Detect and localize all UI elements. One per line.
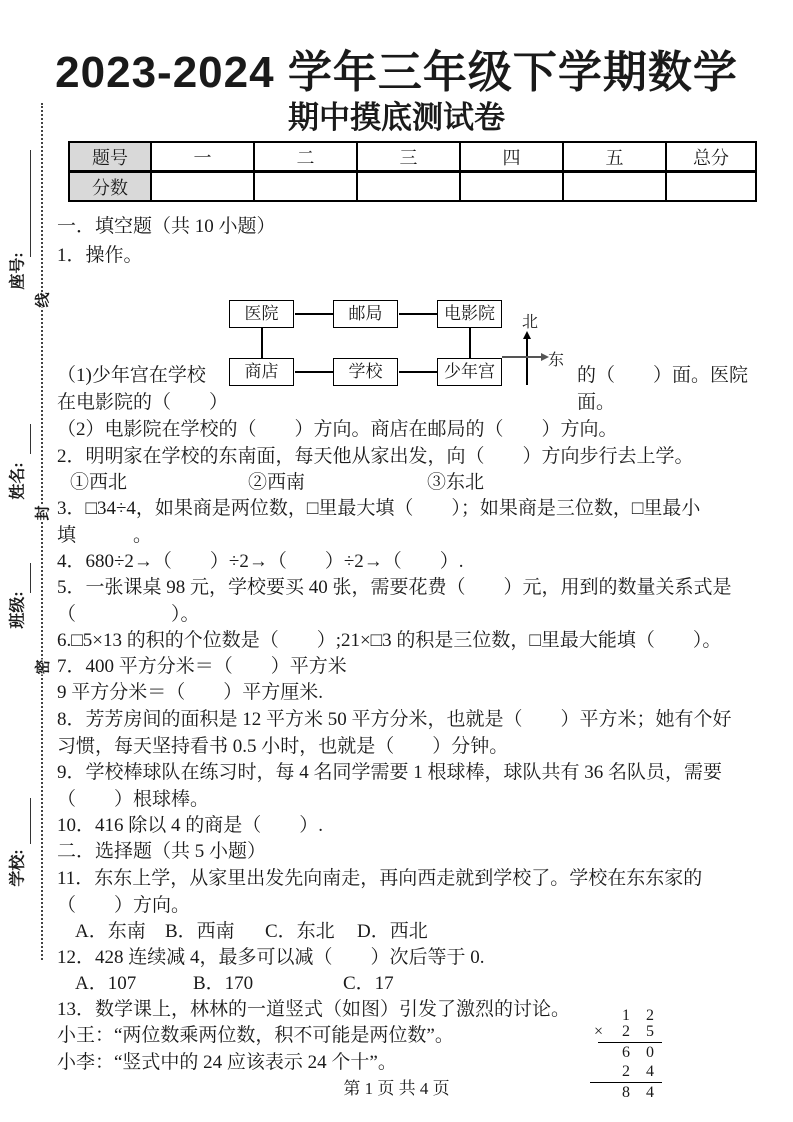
diagram-connector: [261, 328, 263, 358]
score-table-col-2: 二: [254, 142, 357, 172]
score-table-header-row: [69, 142, 756, 172]
score-table-col-4: 四: [460, 142, 563, 172]
mul-partial1: 6 0: [622, 1044, 660, 1061]
q1-sub1-right: 的（ ）面。医院: [577, 365, 749, 386]
diagram-connector: [295, 371, 333, 373]
question-11-line2: （ ）方向。: [57, 895, 191, 916]
q12-option-a: A．107: [75, 973, 137, 994]
diagram-box-shop: 商店: [229, 358, 294, 386]
q11-option-a: A．东南: [75, 921, 146, 942]
q12-option-b: B．170: [193, 973, 254, 994]
school-fill-line: [30, 798, 31, 844]
question-8-line2: 习惯，每天坚持看书 0.5 小时，也就是（ ）分钟。: [57, 736, 509, 757]
score-table-col-1: 一: [151, 142, 254, 172]
class-fill-line: [30, 563, 31, 593]
question-12: 12．428 连续减 4，最多可以减（ ）次后等于 0.: [57, 947, 485, 968]
question-11-line1: 11．东东上学，从家里出发先向南走，再向西走就到学校了。学校在东东家的: [57, 868, 703, 889]
diagram-box-hospital: 医院: [229, 300, 294, 328]
compass-vertical-line: [526, 338, 528, 385]
score-table: [68, 141, 757, 202]
seat-number-label: 座号:: [9, 252, 27, 290]
compass-north-label: 北: [522, 314, 539, 331]
score-cell: [563, 172, 666, 202]
section2-title: 二．选择题（共 5 小题）: [57, 841, 267, 862]
score-cell: [151, 172, 254, 202]
score-table-col-5: 五: [563, 142, 666, 172]
mul-rule-1: [598, 1042, 662, 1043]
q13-xiaoli-quote: 小李：“竖式中的 24 应该表示 24 个十”。: [57, 1052, 397, 1073]
question-2: 2．明明家在学校的东南面，每天他从家出发，向（ ）方向步行去上学。: [57, 446, 694, 467]
score-cell: [357, 172, 460, 202]
question-13: 13．数学课上，林林的一道竖式（如图）引发了激烈的讨论。: [57, 999, 571, 1020]
question-5-line2: （ ）。: [57, 604, 200, 625]
score-cell: [254, 172, 357, 202]
q1-sub1-left: （1)少年宫在学校: [57, 365, 206, 386]
q11-option-b: B．西南: [165, 921, 235, 942]
question-3-line1: 3．□34÷4，如果商是两位数，□里最大填（ ）；如果商是三位数，□里最小: [57, 498, 701, 519]
page-subtitle: 期中摸底测试卷: [288, 100, 505, 135]
mul-factor2: 2 5: [622, 1023, 660, 1040]
compass-east-label: 东: [548, 352, 565, 369]
question-9-line1: 9．学校棒球队在练习时，每 4 名同学需要 1 根球棒，球队共有 36 名队员，需要: [57, 762, 723, 783]
question-7-line1: 7．400 平方分米＝（ ）平方米: [57, 656, 347, 677]
seat-number-fill-line: [30, 150, 31, 257]
question-10: 10．416 除以 4 的商是（ ）.: [57, 815, 324, 836]
mul-partial2: 2 4: [622, 1063, 660, 1080]
seal-dotted-line: [41, 103, 43, 960]
q2-option-2: ②西南: [248, 472, 306, 493]
section1-title: 一．填空题（共 10 小题）: [57, 216, 276, 237]
diagram-box-cinema: 电影院: [437, 300, 502, 328]
question-8-line1: 8．芳芳房间的面积是 12 平方米 50 平方分米，也就是（ ）平方米；她有个好: [57, 709, 732, 730]
question-3-line2: 填 。: [57, 525, 153, 546]
q11-option-d: D．西北: [357, 921, 428, 942]
diagram-connector: [399, 371, 437, 373]
q1-sub2: （2）电影院在学校的（ ）方向。商店在邮局的（ ）方向。: [57, 419, 618, 440]
diagram-connector: [469, 328, 471, 358]
q2-option-3: ③东北: [427, 472, 485, 493]
q1-sub1-cont-right: 面。: [577, 392, 616, 413]
diagram-connector: [295, 313, 333, 315]
diagram-box-school: 学校: [333, 358, 398, 386]
score-table-score-row: [69, 172, 756, 202]
question-9-line2: （ ）根球棒。: [57, 789, 210, 810]
q13-xiaowang-quote: 小王：“两位数乘两位数，积不可能是两位数”。: [57, 1025, 454, 1046]
seal-char-secret: 密: [29, 659, 56, 674]
diagram-box-youth-palace: 少年宫: [437, 358, 502, 386]
question-4: 4．680÷2→（ ）÷2→（ ）÷2→（ ）.: [57, 551, 464, 572]
diagram-box-post-office: 邮局: [333, 300, 398, 328]
score-cell: [666, 172, 756, 202]
question-7-line2: 9 平方分米＝（ ）平方厘米.: [57, 682, 324, 703]
mul-result: 8 4: [622, 1084, 660, 1101]
class-label: 班级:: [9, 591, 27, 629]
page-number-footer: 第 1 页 共 4 页: [343, 1079, 450, 1098]
school-label: 学校:: [9, 849, 27, 887]
question-1: 1．操作。: [57, 245, 143, 266]
score-cell: [460, 172, 563, 202]
mul-factor2-row: [594, 1023, 662, 1040]
diagram-connector: [399, 313, 437, 315]
q12-option-c: C．17: [343, 973, 394, 994]
compass-horizontal-line: [502, 356, 542, 358]
seal-char-seal: 封: [29, 505, 56, 520]
q2-option-1: ①西北: [70, 472, 128, 493]
score-table-col-total: 总分: [666, 142, 756, 172]
q11-option-c: C．东北: [265, 921, 335, 942]
mul-factor1: 1 2: [622, 1007, 660, 1024]
score-table-header-label: 题号: [69, 142, 151, 172]
name-label: 姓名:: [9, 462, 27, 500]
seal-char-line: 线: [29, 292, 56, 307]
score-table-row-label: 分数: [69, 172, 151, 202]
multiply-sign: ×: [594, 1023, 604, 1040]
question-5-line1: 5．一张课桌 98 元，学校要买 40 张，需要花费（ ）元，用到的数量关系式是: [57, 577, 732, 598]
score-table-col-3: 三: [357, 142, 460, 172]
q1-sub1-cont-left: 在电影院的（ ）: [57, 392, 229, 413]
name-fill-line: [30, 424, 31, 454]
page-title: 2023-2024 学年三年级下学期数学: [55, 48, 738, 97]
question-6: 6.□5×13 的积的个位数是（ ）;21×□3 的积是三位数，□里最大能填（ ）。: [57, 630, 722, 651]
